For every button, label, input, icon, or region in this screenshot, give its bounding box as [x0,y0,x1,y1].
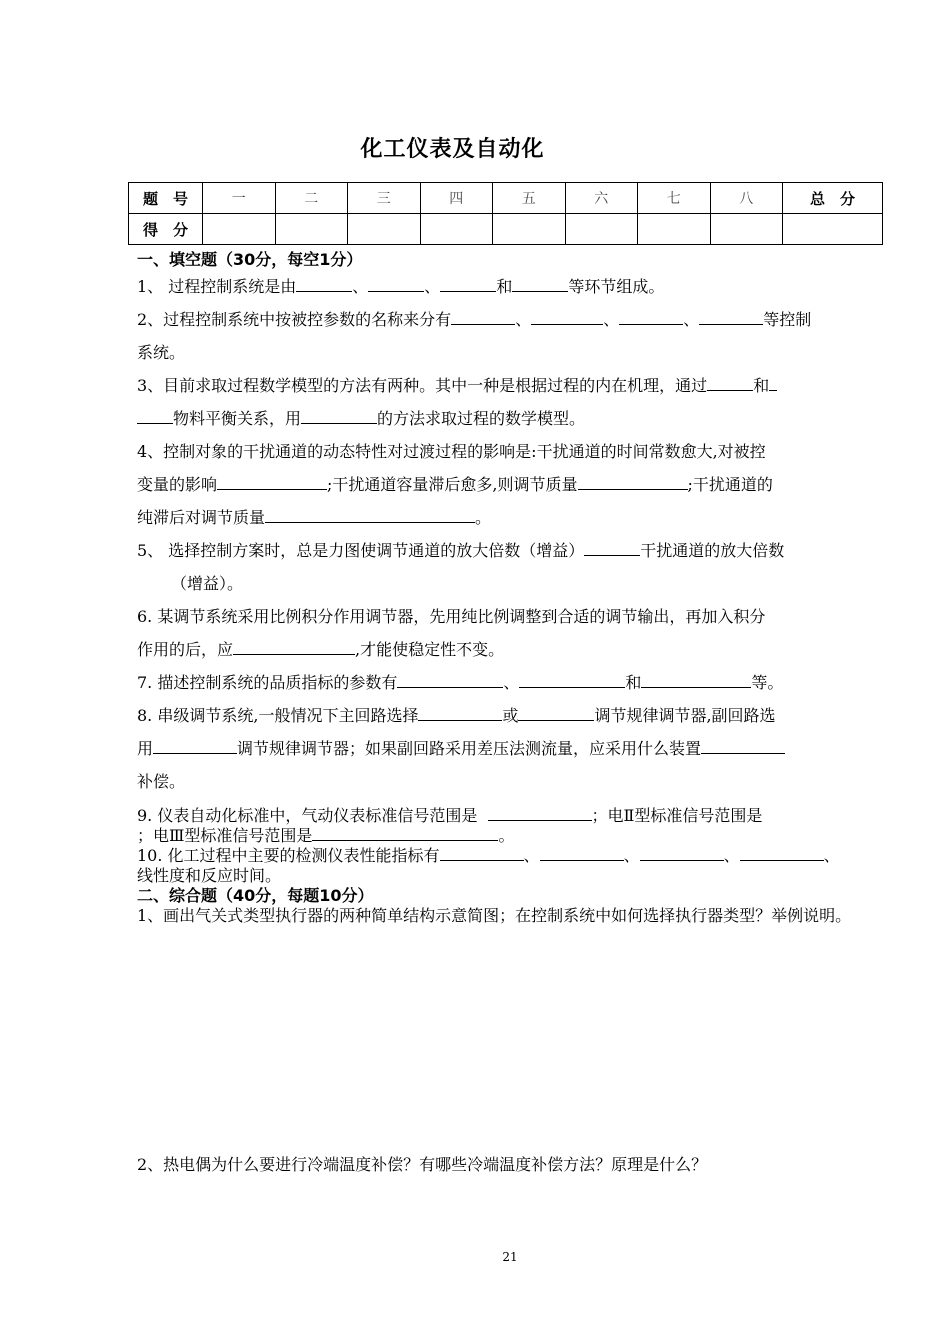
score-table-header-cell: 题 号 [129,183,203,214]
answer-blank[interactable] [440,846,524,861]
answer-blank[interactable] [707,376,753,391]
question-text: ；电Ⅲ型标准信号范围是 [137,826,313,845]
question-2 [137,303,882,369]
question-text: 4、控制对象的干扰通道的动态特性对过渡过程的影响是:干扰通道的时间常数愈大,对被控 [137,442,766,461]
question-text: ;干扰通道的 [687,475,773,494]
question-text: 等。 [751,673,784,692]
score-table-header-cell: 六 [565,183,638,214]
question-text: 变量的影响 [137,475,218,494]
question-4 [137,435,882,534]
answer-blank[interactable] [217,475,327,490]
question-1 [137,270,882,303]
question-text: 、 [523,846,540,865]
score-table-header-cell: 总 分 [783,183,883,214]
question-text: 调节规律调节器,副回路选 [594,706,776,725]
question-text: （增益）。 [171,574,244,593]
question-3 [137,369,882,435]
comprehensive-question-2: 2、热电偶为什么要进行冷端温度补偿？有哪些冷端温度补偿方法？原理是什么？ [137,1155,708,1174]
answer-blank[interactable] [153,739,237,754]
answer-blank[interactable] [368,277,424,292]
question-text: 。 [475,508,492,527]
score-table-header-cell: 一 [203,183,276,214]
question-text: 10. 化工过程中主要的检测仪表性能指标有 [137,846,440,865]
score-table-header-cell: 二 [275,183,348,214]
answer-blank[interactable] [265,508,475,523]
question-text: 线性度和反应时间。 [137,866,282,885]
answer-blank[interactable] [619,310,683,325]
score-cell[interactable] [565,214,638,245]
question-10 [137,846,882,886]
question-text: 等控制 [763,310,812,329]
answer-blank[interactable] [451,310,515,325]
score-table [128,182,883,245]
score-cell[interactable] [275,214,348,245]
section-heading-fill-in: 一、填空题（30分，每空1分） [137,250,363,269]
score-table-header-cell: 三 [348,183,421,214]
answer-blank[interactable] [699,310,763,325]
answer-blank[interactable] [312,826,498,841]
score-table-score-row [129,214,883,245]
question-text: 6. 某调节系统采用比例积分作用调节器，先用纯比例调整到合适的调节输出，再加入积分 [137,607,766,626]
answer-blank[interactable] [488,806,592,821]
answer-blank[interactable] [301,409,377,424]
question-text: 和 [496,277,513,296]
question-5-continued [137,567,882,600]
answer-blank[interactable] [137,409,173,424]
question-5 [137,534,882,567]
question-text: 。 [498,826,515,845]
question-text: 、 [823,846,840,865]
question-9 [137,806,882,846]
question-6 [137,600,882,666]
question-text: 1、 过程控制系统是由 [137,277,297,296]
answer-blank[interactable] [531,310,603,325]
page-title: 化工仪表及自动化 [360,137,545,162]
question-text: 作用的后，应 [137,640,234,659]
question-text: 8. 串级调节系统,一般情况下主回路选择 [137,706,419,725]
question-text: 或 [502,706,519,725]
question-text: 5、 选择控制方案时，总是力图使调节通道的放大倍数（增益） [137,541,585,560]
question-text: 、 [683,310,700,329]
score-cell[interactable] [710,214,783,245]
question-7 [137,666,882,699]
answer-blank[interactable] [397,673,503,688]
answer-blank[interactable] [296,277,352,292]
question-text: 物料平衡关系，用 [173,409,302,428]
answer-blank[interactable] [518,706,594,721]
answer-blank[interactable] [769,376,777,391]
question-text: 等环节组成。 [568,277,665,296]
score-table-header-cell: 四 [420,183,493,214]
exam-content [137,250,882,1181]
answer-blank[interactable] [440,277,496,292]
question-text: 、 [623,846,640,865]
answer-blank[interactable] [740,846,824,861]
answer-blank[interactable] [641,673,751,688]
question-text: 纯滞后对调节质量 [137,508,266,527]
question-text: 补偿。 [137,772,186,791]
answer-blank[interactable] [233,640,355,655]
answer-blank[interactable] [584,541,640,556]
question-text: 调节规律调节器；如果副回路采用差压法测流量，应采用什么装置 [237,739,702,758]
question-text: 干扰通道的放大倍数 [640,541,785,560]
score-table-header-cell: 五 [493,183,566,214]
answer-blank[interactable] [512,277,568,292]
answer-blank[interactable] [418,706,502,721]
score-table-row-label: 得 分 [129,214,203,245]
question-text: 的方法求取过程的数学模型。 [377,409,586,428]
question-text: 、 [424,277,441,296]
score-table-header-row [129,183,883,214]
question-text: 、 [603,310,620,329]
question-text: ,才能使稳定性不变。 [355,640,505,659]
question-text: 和 [625,673,642,692]
score-cell[interactable] [783,214,883,245]
question-text: 、 [352,277,369,296]
answer-blank[interactable] [640,846,724,861]
score-cell[interactable] [348,214,421,245]
question-text: 系统。 [137,343,186,362]
question-text: 7. 描述控制系统的品质指标的参数有 [137,673,398,692]
score-cell[interactable] [493,214,566,245]
question-8 [137,699,882,798]
comprehensive-question-1: 1、画出气关式类型执行器的两种简单结构示意简图；在控制系统中如何选择执行器类型？举例说明。 [137,906,852,925]
question-text: ；电Ⅱ型标准信号范围是 [591,806,763,825]
score-cell[interactable] [638,214,711,245]
question-text: 、 [503,673,520,692]
answer-blank[interactable] [578,475,688,490]
score-cell[interactable] [203,214,276,245]
question-text: ;干扰通道容量滞后愈多,则调节质量 [327,475,578,494]
score-cell[interactable] [420,214,493,245]
score-table-header-cell: 八 [710,183,783,214]
page-number: 21 [502,1250,518,1264]
question-text: 9. 仪表自动化标准中，气动仪表标准信号范围是 [137,806,478,825]
section-heading-comprehensive: 二、综合题（40分，每题10分） [137,886,374,905]
answer-blank[interactable] [519,673,625,688]
question-text: 2、过程控制系统中按被控参数的名称来分有 [137,310,452,329]
answer-blank[interactable] [540,846,624,861]
question-text: 和 [753,376,770,395]
answer-blank[interactable] [701,739,785,754]
question-text: 3、目前求取过程数学模型的方法有两种。其中一种是根据过程的内在机理，通过 [137,376,708,395]
question-text: 、 [515,310,532,329]
score-table-header-cell: 七 [638,183,711,214]
question-text: 、 [723,846,740,865]
question-text: 用 [137,739,154,758]
